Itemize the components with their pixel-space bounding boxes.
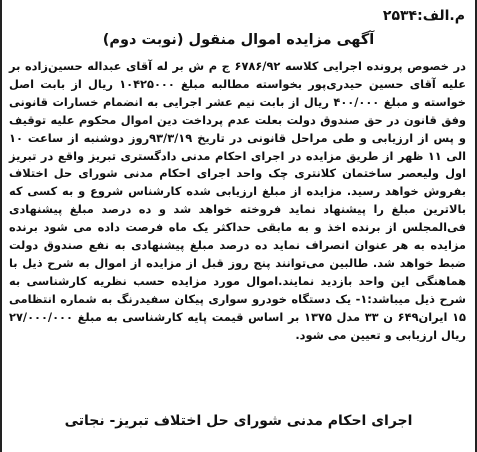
notice-footer: اجرای احکام مدنی شورای حل اختلاف تبریز- نجاتی <box>64 413 413 429</box>
notice-code: م.الف:۲۵۳۴ <box>382 8 465 24</box>
notice-body: در خصوص پرونده اجرایی کلاسه ۶۷۸۶/۹۲ ج م ش بر له آقای عبداله حسین‌زاده بر علیه آقای حسین حیدری‌پور بخواسته مطالبه مبلغ ۱۰۴۲۵۰۰۰ ریال از بابت اصل خواسته و مبلغ ۴۰۰/۰۰۰ ریال از بابت نیم عشر اجرایی به انضمام خسارات قانونی وفق قانون در حق صندوق دولت بعلت عدم پرداخت دین اموال محکوم علیه توقیف و پس از ارزیابی و طی مراحل قانونی در تاریخ ۹۳/۳/۱۹روز دوشنبه از ساعت ۱۰ الی ۱۱ ظهر از طریق مزایده در اجرای احکام مدنی دادگستری تبریز واقع در تبریز اول ولیعصر ساختمان کلانتری چک واحد اجرای احکام مدنی شورای حل اختلاف بفروش خواهد رسید. مزایده از مبلغ ارزیابی شده کارشناس شروع و به کسی که بالاترین مبلغ را پیشنهاد نماید فروخته خواهد شد و ده درصد مبلغ پیشنهادی فی‌المجلس از برنده اخذ و به مابقی حداکثر یک ماه فرصت داده می شود برنده مزایده به هر عنوان انصراف نماید ده درصد مبلغ پیشنهادی به نفع صندوق دولت ضبط خواهد شد. طالبین می‌توانند پنج روز قبل از مزایده از اموال به شرح ذیل با هماهنگی این واحد بازدید نمایند.اموال مورد مزایده حسب نظریه کارشناسی به شرح ذیل میباشد:۱- یک دستگاه خودرو سواری پیکان سفیدرنگ به شماره انتظامی ۱۵ ایران۶۴۹ ن ۳۳ مدل ۱۳۷۵ بر اساس قیمت پایه کارشناسی به مبلغ ۲۷/۰۰۰/۰۰۰ ریال ارزیابی و تعیین می شود. <box>9 59 467 342</box>
notice-title: آگهی مزایده اموال منقول (نوبت دوم) <box>102 32 375 48</box>
